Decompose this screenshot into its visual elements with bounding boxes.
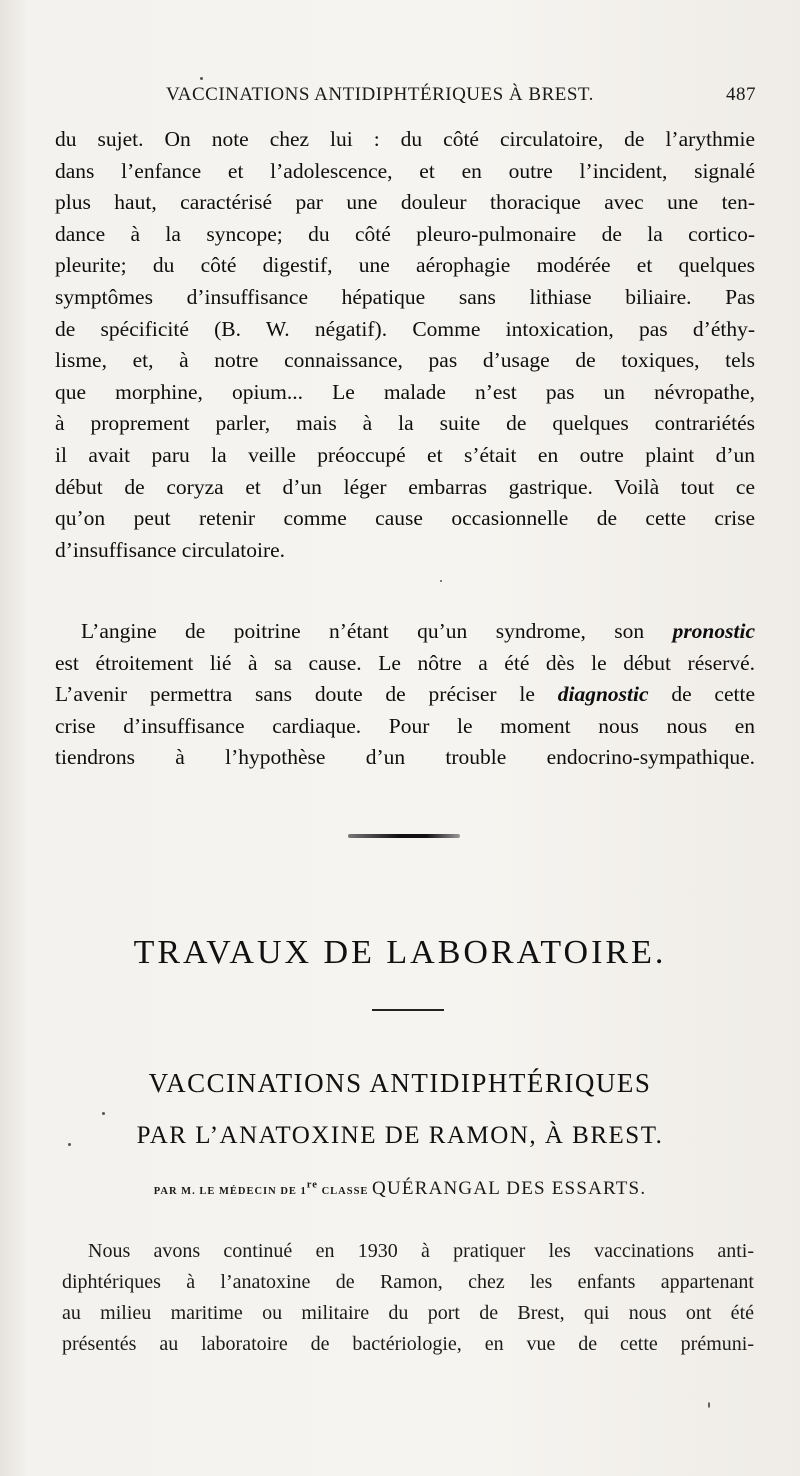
text-line: de spécificité (B. W. négatif). Comme intoxication, pas d’éthy- bbox=[55, 316, 755, 341]
text-line: diphtériques à l’anatoxine de Ramon, chez les enfants appartenant bbox=[62, 1271, 754, 1293]
text-line: plus haut, caractérisé par une douleur thoracique avec une ten- bbox=[55, 190, 755, 215]
text-line: est étroitement lié à sa cause. Le nôtre a été dès le début réservé. bbox=[55, 650, 755, 675]
emphasis-diagnostic: diagnostic bbox=[557, 682, 649, 707]
text-line: du sujet. On note chez lui : du côté circulatoire, de l’arythmie bbox=[55, 127, 755, 151]
text-line: crise d’insuffisance cardiaque. Pour le moment nous nous en bbox=[55, 713, 755, 738]
article-title-line2: PAR L’ANATOXINE DE RAMON, À BREST. bbox=[136, 1122, 664, 1149]
text-run: L’avenir permettra sans doute de préciser le bbox=[55, 682, 558, 707]
print-speck bbox=[440, 580, 442, 582]
text-line: tiendrons à l’hypothèse d’un trouble endocrino-sympathique. bbox=[55, 745, 755, 770]
print-speck bbox=[200, 77, 203, 80]
print-speck bbox=[68, 1143, 71, 1146]
text-run: de cette bbox=[648, 682, 756, 707]
text-line: que morphine, opium... Le malade n’est pas un névropathe, bbox=[55, 379, 755, 404]
section-divider bbox=[348, 834, 460, 838]
running-title: VACCINATIONS ANTIDIPHTÉRIQUES À BREST. bbox=[166, 84, 594, 105]
title-rule bbox=[372, 1009, 444, 1011]
text-line bbox=[55, 679, 755, 711]
print-speck bbox=[708, 1402, 710, 1408]
section-title: TRAVAUX DE LABORATOIRE. bbox=[133, 934, 667, 971]
text-line: dans l’enfance et l’adolescence, et en outre l’incident, signalé bbox=[55, 158, 755, 183]
paragraph-case-history bbox=[55, 124, 755, 566]
print-speck bbox=[102, 1112, 105, 1115]
article-title-line1: VACCINATIONS ANTIDIPHTÉRIQUES bbox=[148, 1068, 652, 1098]
text-line: début de coryza et d’un léger embarras gastrique. Voilà tout ce bbox=[55, 474, 755, 499]
byline-prefix: PAR M. LE MÉDECIN DE 1 bbox=[153, 1186, 307, 1197]
text-line: présentés au laboratoire de bactériologie, en vue de cette prémuni- bbox=[62, 1333, 754, 1355]
text-line: dance à la syncope; du côté pleuro-pulmonaire de la cortico- bbox=[55, 221, 755, 246]
text-line: il avait paru la veille préoccupé et s’était en outre plaint d’un bbox=[55, 442, 755, 467]
text-line: au milieu maritime ou militaire du port de Brest, qui nous ont été bbox=[62, 1302, 754, 1324]
text-line: Nous avons continué en 1930 à pratiquer les vaccinations anti- bbox=[88, 1240, 754, 1262]
text-line: à proprement parler, mais à la suite de quelques contrariétés bbox=[55, 411, 755, 436]
byline-ordinal: re bbox=[306, 1179, 318, 1191]
paragraph-prognosis bbox=[55, 616, 755, 774]
text-line bbox=[55, 616, 755, 648]
emphasis-pronostic: pronostic bbox=[672, 619, 755, 643]
byline-author: QUÉRANGAL DES ESSARTS. bbox=[372, 1178, 647, 1199]
text-line: lisme, et, à notre connaissance, pas d’usage de toxiques, tels bbox=[55, 348, 755, 373]
text-line: pleurite; du côté digestif, une aérophagie modérée et quelques bbox=[55, 253, 755, 278]
text-run: L’angine de poitrine n’étant qu’un syndrome, son bbox=[81, 619, 673, 643]
author-byline bbox=[0, 1178, 800, 1200]
paragraph-intro bbox=[62, 1236, 754, 1360]
text-line: symptômes d’insuffisance hépatique sans lithiase biliaire. Pas bbox=[55, 284, 755, 309]
text-line: d’insuffisance circulatoire. bbox=[55, 537, 286, 562]
page-number: 487 bbox=[726, 84, 756, 105]
byline-rank: CLASSE bbox=[317, 1186, 373, 1197]
text-line: qu’on peut retenir comme cause occasionnelle de cette crise bbox=[55, 506, 755, 531]
